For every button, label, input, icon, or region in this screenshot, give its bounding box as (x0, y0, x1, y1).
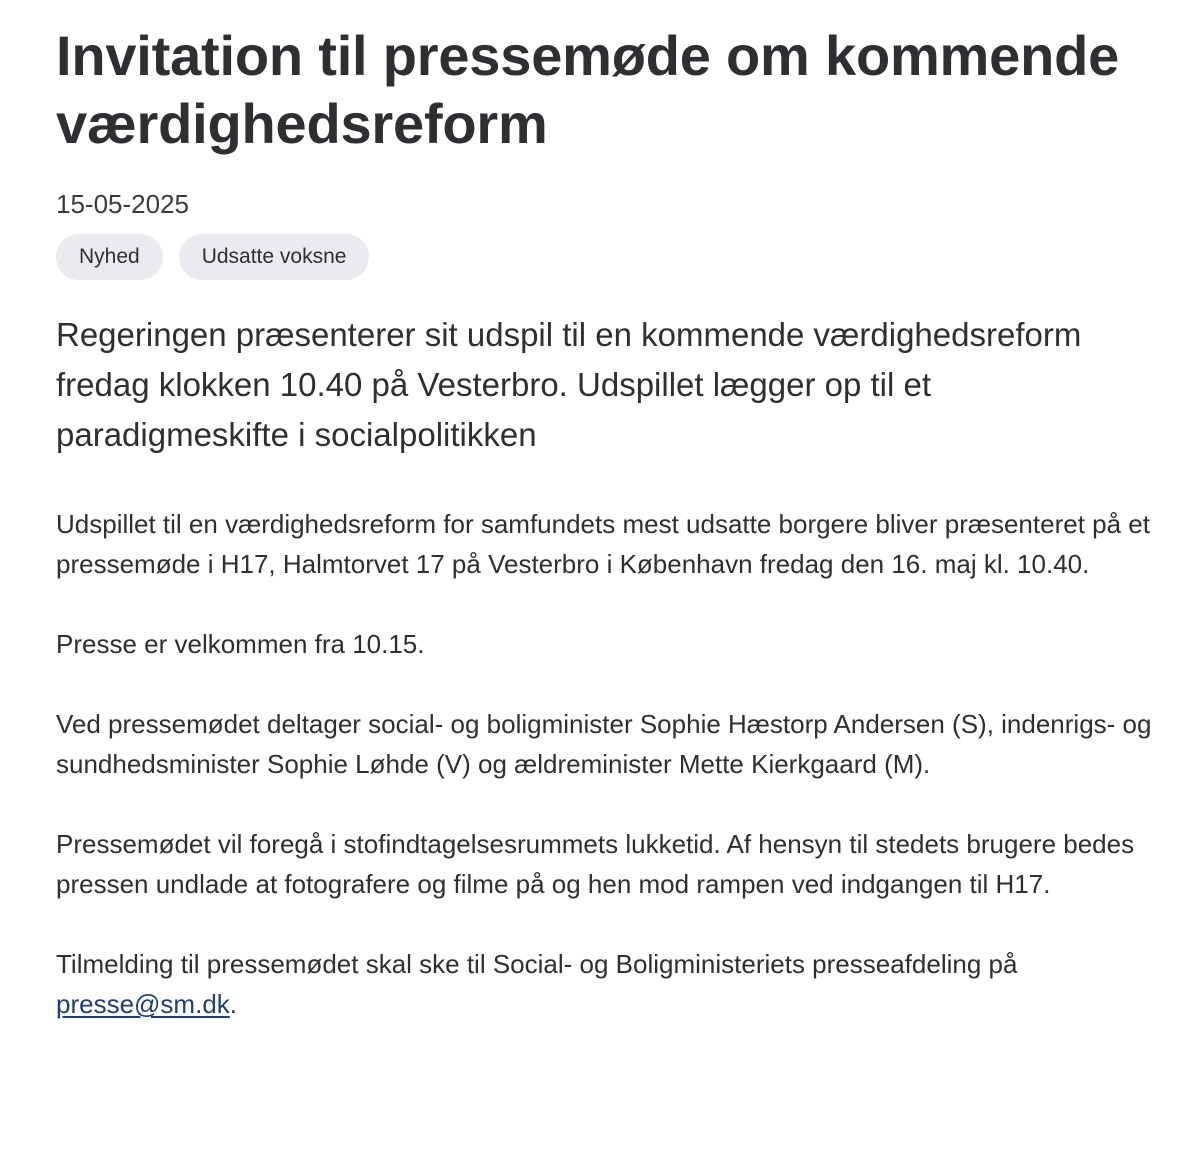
publish-date: 15-05-2025 (56, 189, 189, 219)
tag-udsatte-voksne[interactable]: Udsatte voksne (179, 234, 370, 280)
body-paragraph: Udspillet til en værdighedsreform for samfundets mest udsatte borgere bliver præsenteret på et pressemøde i H17, Halmtorvet 17 på Vesterbro i København fredag den 16. maj kl. 10.40. (56, 509, 1150, 579)
body-paragraph: Ved pressemødet deltager social- og boligminister Sophie Hæstorp Andersen (S), indenrigs- og sundhedsminister Sophie Løhde (V) og ældreminister Mette Kierkgaard (M). (56, 709, 1152, 779)
page-title: Invitation til pressemøde om kommende værdighedsreform (56, 24, 1120, 155)
tag-nyhed[interactable]: Nyhed (56, 234, 163, 280)
article (56, 22, 1171, 1064)
lead-paragraph: Regeringen præsenterer sit udspil til en kommende værdighedsreform fredag klokken 10.40 på Vesterbro. Udspillet lægger op til et paradigmeskifte i socialpolitikken (56, 316, 1082, 453)
registration-text: Tilmelding til pressemødet skal ske til Social- og Boligministeriets presseafdeling på (56, 949, 1018, 979)
body-paragraph: Presse er velkommen fra 10.15. (56, 629, 425, 659)
tag-list (56, 234, 1171, 280)
registration-suffix: . (229, 989, 238, 1019)
press-email-link[interactable]: presse@sm.dk (56, 989, 230, 1019)
article-body (56, 504, 1171, 1024)
registration-paragraph (56, 944, 1171, 1024)
body-paragraph: Pressemødet vil foregå i stofindtagelsesrummets lukketid. Af hensyn til stedets brugere bedes pressen undlade at fotografere og filme på og hen mod rampen ved indgangen til H17. (56, 829, 1135, 899)
